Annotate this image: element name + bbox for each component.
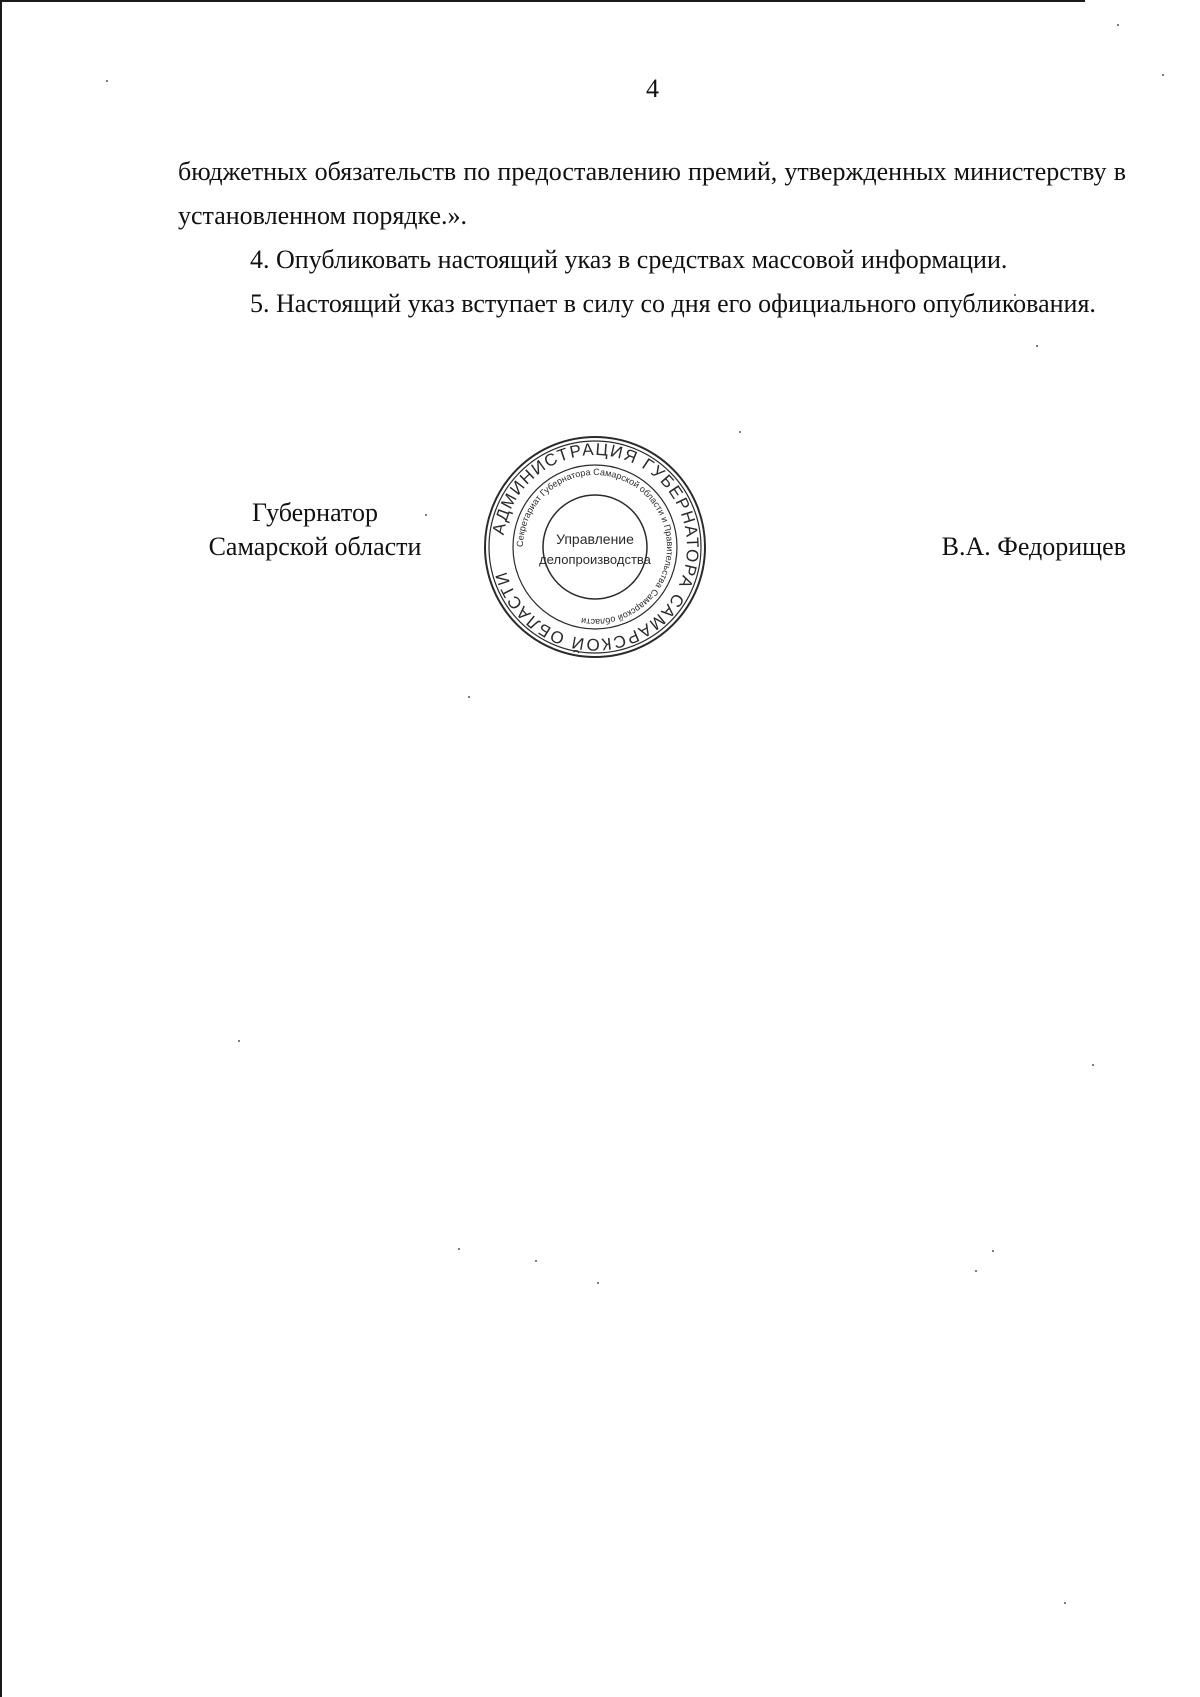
seal-center-line2: делопроизводства <box>539 552 651 567</box>
seal-inner-text: Секретариат Губернатора Самарской области и Правительства Самарской области <box>514 466 676 628</box>
scan-speck <box>458 1248 460 1250</box>
page-number: 4 <box>646 74 659 103</box>
scan-speck <box>597 1282 599 1284</box>
scan-speck <box>468 696 470 698</box>
scan-speck <box>1036 345 1038 347</box>
scan-edge-top <box>0 0 1085 2</box>
seal-center-ring <box>543 495 647 599</box>
signatory-name: В.А. Федорищев <box>941 532 1126 561</box>
scan-speck <box>992 1250 994 1252</box>
seal-center-line1: Управление <box>556 531 634 547</box>
paragraph-item-4: 4. Опубликовать настоящий указ в средствах массовой информации. <box>250 245 1008 274</box>
scan-speck <box>1092 1064 1094 1066</box>
signatory-position-line2: Самарской области <box>208 532 422 561</box>
seal-outer-text: АДМИНИСТРАЦИЯ ГУБЕРНАТОРА САМАРСКОЙ ОБЛАСТИ <box>488 439 703 655</box>
signatory-position <box>190 496 440 564</box>
scan-speck <box>535 1260 537 1262</box>
scan-speck <box>1064 1602 1066 1604</box>
document-body <box>178 150 1126 326</box>
official-seal <box>480 432 710 662</box>
seal-middle-ring <box>513 465 677 629</box>
scan-speck <box>739 431 741 433</box>
paragraph-continuation: бюджетных обязательств по предоставлению премий, утвержденных министерству в установленном порядке.». <box>178 157 1126 230</box>
scan-speck <box>238 1040 240 1042</box>
scan-speck <box>975 1270 977 1272</box>
scan-edge-left <box>0 0 2 1697</box>
paragraph-item-5: 5. Настоящий указ вступает в силу со дня его официального опубликования. <box>250 289 1096 318</box>
signatory-position-line1: Губернатор <box>252 498 378 527</box>
scan-speck <box>1117 24 1119 26</box>
